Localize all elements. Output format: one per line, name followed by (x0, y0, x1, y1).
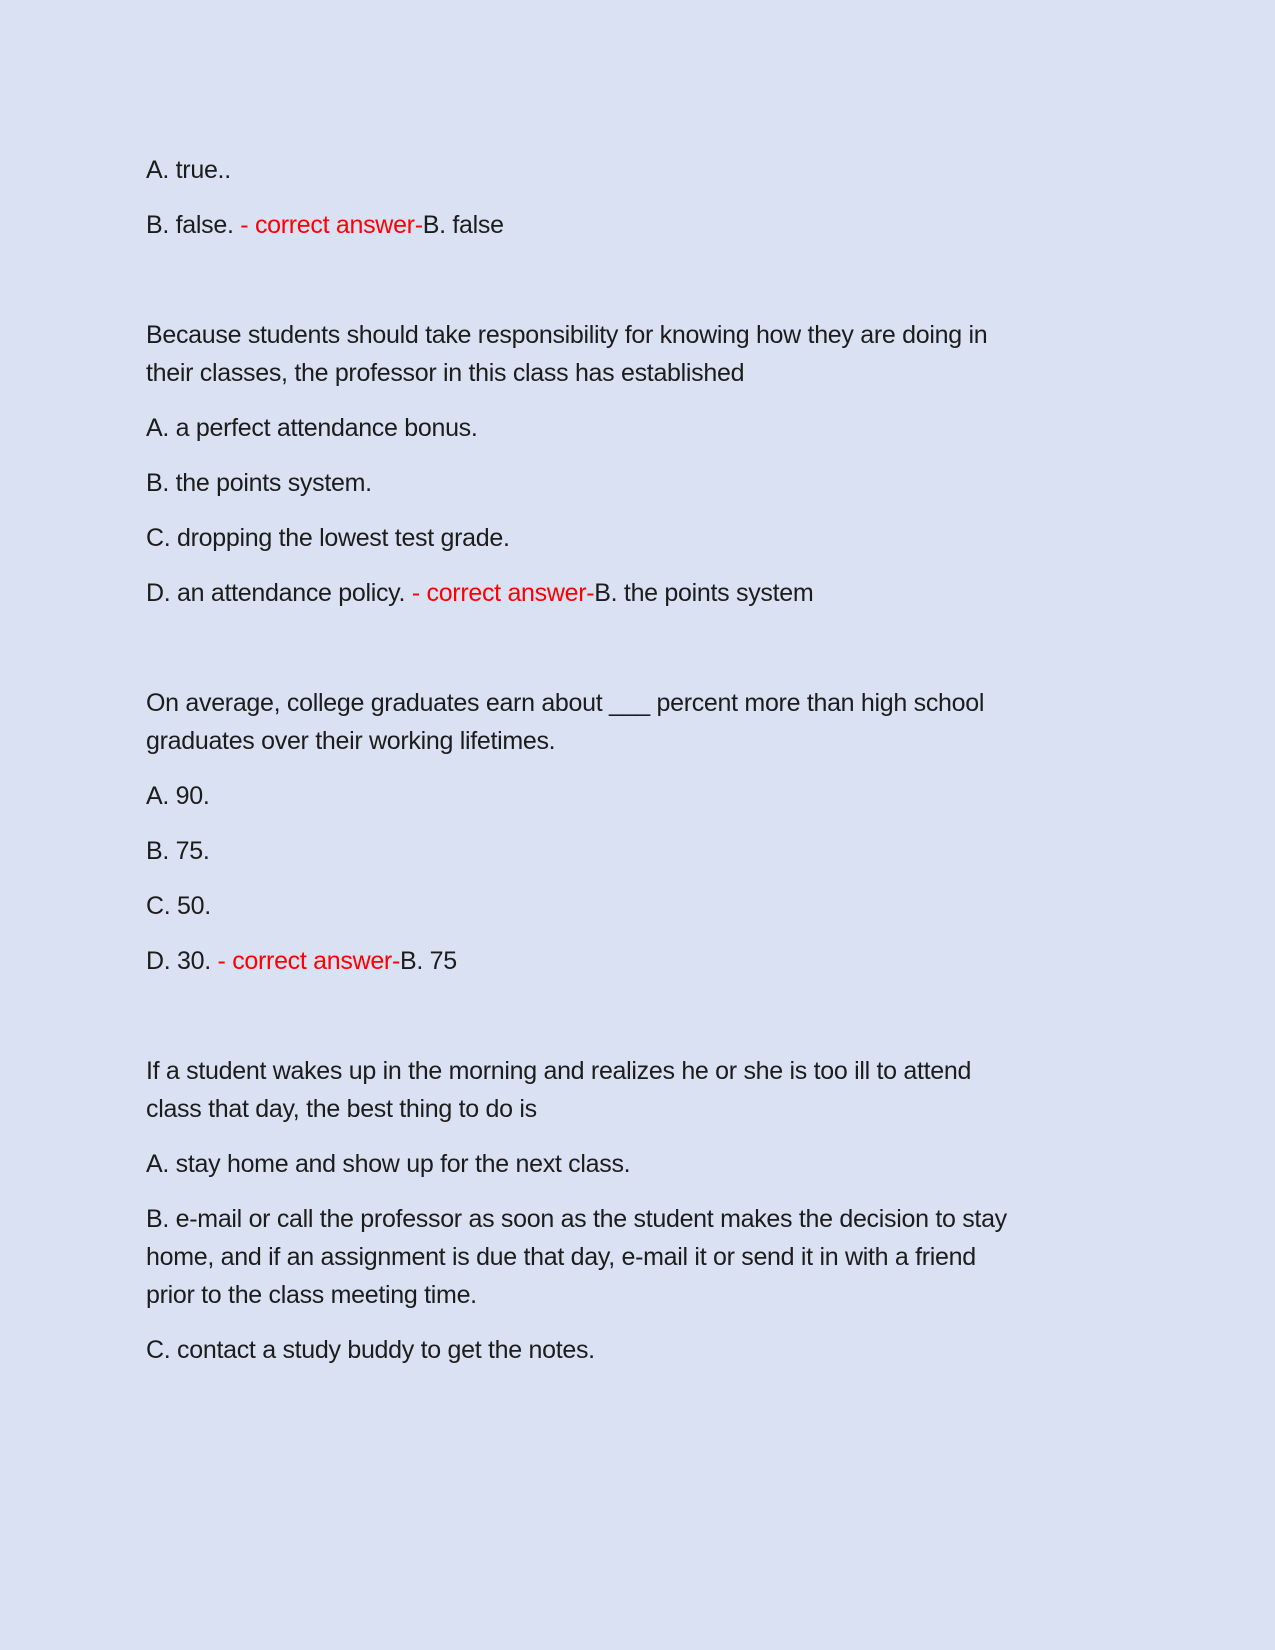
text-segment: graduates over their working lifetimes. (146, 727, 556, 755)
correct-answer-marker: - correct answer- (411, 579, 595, 607)
blank-line (146, 261, 1130, 299)
option-c-study-buddy (146, 1331, 1130, 1369)
blank-line (146, 997, 1130, 1035)
text-segment: A. stay home and show up for the next class. (146, 1150, 631, 1178)
text-line (146, 1331, 1130, 1369)
blank-line (146, 629, 1130, 667)
text-segment: D. an attendance policy. (146, 579, 412, 607)
text-line (146, 1052, 1130, 1090)
text-segment: their classes, the professor in this class has established (146, 359, 745, 387)
text-segment: B. false (422, 211, 504, 239)
text-line (146, 464, 1130, 502)
text-line (146, 206, 1130, 244)
text-line (146, 997, 1130, 1035)
text-line (146, 1145, 1130, 1183)
text-segment: C. 50. (146, 892, 211, 920)
text-line (146, 777, 1130, 815)
question-college-graduates-earnings (146, 684, 1130, 760)
text-segment: A. true.. (146, 156, 231, 184)
text-segment: B. 75 (399, 947, 457, 975)
text-segment: B. the points system (594, 579, 814, 607)
text-segment: B. the points system. (146, 469, 372, 497)
option-b-points-system (146, 464, 1130, 502)
option-a-attendance-bonus (146, 409, 1130, 447)
correct-answer-marker: - correct answer- (240, 211, 423, 239)
option-d-attendance-policy-with-answer (146, 574, 1130, 612)
text-line (146, 316, 1130, 354)
option-a-true (146, 151, 1130, 189)
text-line (146, 151, 1130, 189)
text-segment: B. e-mail or call the professor as soon as the student makes the decision to stay (146, 1205, 1007, 1233)
text-line (146, 1200, 1130, 1238)
text-segment: Because students should take responsibility for knowing how they are doing in (146, 321, 988, 349)
text-line (146, 684, 1130, 722)
option-c-50 (146, 887, 1130, 925)
option-a-90 (146, 777, 1130, 815)
text-segment: On average, college graduates earn about ___ percent more than high school (146, 689, 985, 717)
text-line (146, 261, 1130, 299)
correct-answer-marker: - correct answer- (217, 947, 400, 975)
text-line (146, 629, 1130, 667)
question-responsibility (146, 316, 1130, 392)
option-b-false-with-answer (146, 206, 1130, 244)
text-line (146, 519, 1130, 557)
text-line (146, 1238, 1130, 1276)
text-segment: A. a perfect attendance bonus. (146, 414, 478, 442)
text-line (146, 832, 1130, 870)
document-body (146, 151, 1130, 1369)
text-segment: home, and if an assignment is due that day, e-mail it or send it in with a friend (146, 1243, 976, 1271)
text-line (146, 1276, 1130, 1314)
option-c-dropping-lowest (146, 519, 1130, 557)
text-segment: C. contact a study buddy to get the notes. (146, 1336, 595, 1364)
option-b-email-professor (146, 1200, 1130, 1314)
text-line (146, 722, 1130, 760)
question-student-too-ill (146, 1052, 1130, 1128)
text-line (146, 409, 1130, 447)
text-line (146, 887, 1130, 925)
text-segment: prior to the class meeting time. (146, 1281, 477, 1309)
text-segment: A. 90. (146, 782, 210, 810)
text-line (146, 354, 1130, 392)
text-line (146, 574, 1130, 612)
text-segment: C. dropping the lowest test grade. (146, 524, 510, 552)
text-segment: B. 75. (146, 837, 210, 865)
text-line (146, 1090, 1130, 1128)
text-segment: class that day, the best thing to do is (146, 1095, 537, 1123)
text-segment: D. 30. (146, 947, 218, 975)
text-segment: If a student wakes up in the morning and realizes he or she is too ill to attend (146, 1057, 972, 1085)
text-line (146, 942, 1130, 980)
option-a-stay-home (146, 1145, 1130, 1183)
text-segment: B. false. (146, 211, 241, 239)
option-b-75 (146, 832, 1130, 870)
option-d-30-with-answer (146, 942, 1130, 980)
